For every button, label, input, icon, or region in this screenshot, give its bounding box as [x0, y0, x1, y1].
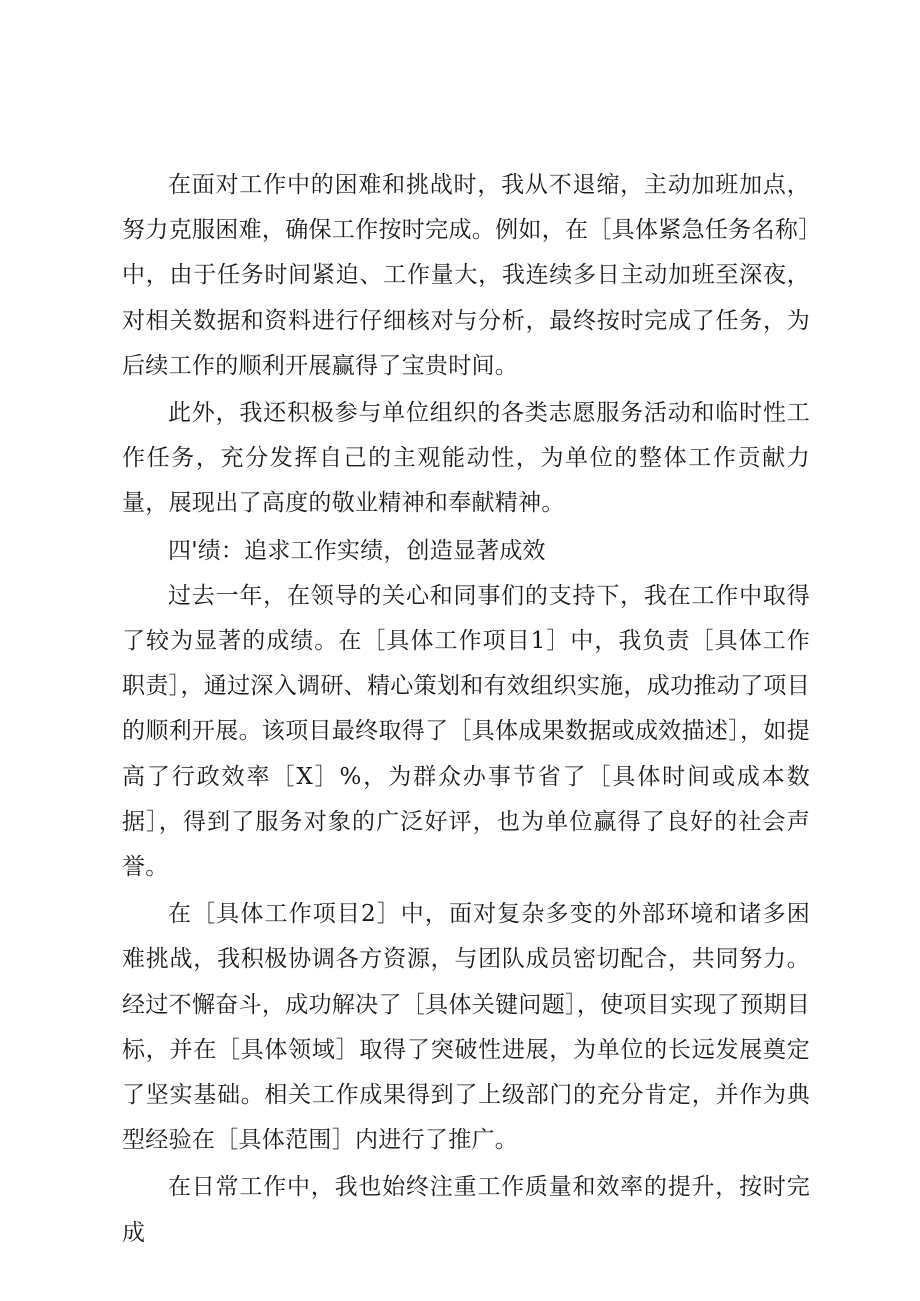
section-heading: 四'绩：追求工作实绩，创造显著成效	[168, 537, 546, 564]
paragraph-volunteer-activities: 此外，我还积极参与单位组织的各类志愿服务活动和临时性工作任务，充分发挥自己的主观能动性，为单位的整体工作贡献力量，展现出了高度的敬业精神和奉献精神。	[122, 400, 810, 517]
paragraph-overcoming-difficulties: 在面对工作中的困难和挑战时，我从不退缩，主动加班加点，努力克服困难，确保工作按时完成。例如，在［具体紧急任务名称］中，由于任务时间紧迫、工作量大，我连续多日主动加班至深夜，对相关数据和资料进行仔细核对与分析，最终按时完成了任务，为后续工作的顺利开展赢得了宝贵时间。	[122, 172, 810, 379]
paragraph-project-2: 在［具体工作项目2］中，面对复杂多变的外部环境和诸多困难挑战，我积极协调各方资源，与团队成员密切配合，共同努力。经过不懈奋斗，成功解决了［具体关键问题］，使项目实现了预期目标，并在［具体领域］取得了突破性进展，为单位的长远发展奠定了坚实基础。相关工作成果得到了上级部门的充分肯定，并作为典型经验在［具体范围］内进行了推广。	[122, 901, 810, 1154]
document-body	[122, 163, 810, 1256]
paragraph-project-1: 过去一年，在领导的关心和同事们的支持下，我在工作中取得了较为显著的成绩。在［具体工作项目1］中，我负责［具体工作职责］，通过深入调研、精心策划和有效组织实施，成功推动了项目的顺利开展。该项目最终取得了［具体成果数据或成效描述］，如提高了行政效率［X］%，为群众办事节省了［具体时间或成本数据］，得到了服务对象的广泛好评，也为单位赢得了良好的社会声誉。	[122, 582, 810, 881]
paragraph-daily-work: 在日常工作中，我也始终注重工作质量和效率的提升，按时完成	[122, 1174, 810, 1246]
